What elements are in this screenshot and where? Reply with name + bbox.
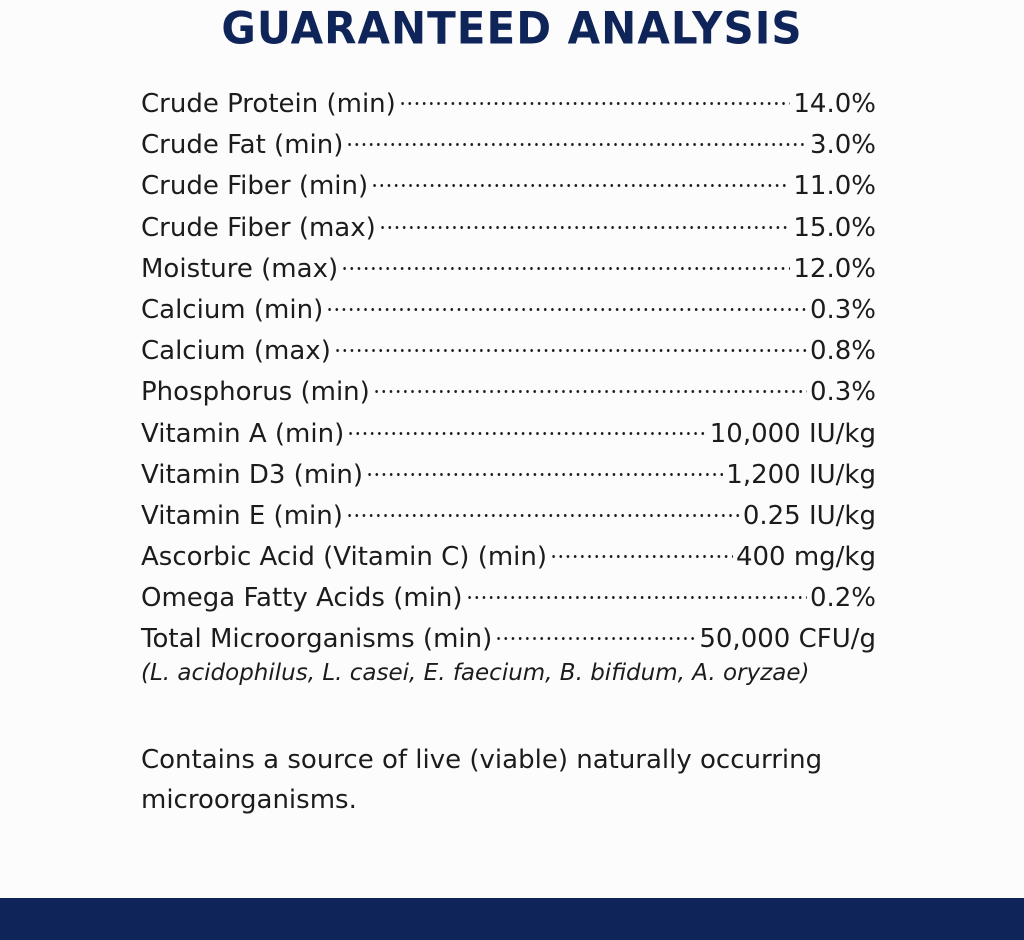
analysis-row (141, 208, 876, 249)
analysis-value: 0.3% (809, 377, 876, 408)
analysis-label: Vitamin A (min) (141, 418, 345, 449)
live-cultures-statement: Contains a source of live (viable) naturally occurring microorganisms. (141, 745, 823, 815)
analysis-value: 0.3% (809, 294, 876, 325)
analysis-label: Crude Fiber (max) (141, 212, 376, 243)
analysis-row (141, 537, 876, 578)
analysis-value: 11.0% (793, 171, 876, 202)
dot-leader (550, 555, 733, 558)
microorganisms-note: (L. acidophilus, L. casei, E. faecium, B. bifidum, A. oryzae) (141, 660, 810, 686)
analysis-row (141, 496, 876, 537)
guaranteed-analysis-table (141, 84, 876, 661)
dot-leader (466, 596, 807, 599)
analysis-value: 10,000 IU/kg (709, 418, 876, 449)
analysis-value: 1,200 IU/kg (726, 459, 876, 490)
analysis-label: Phosphorus (min) (141, 377, 370, 408)
bottom-brand-bar (0, 898, 1024, 940)
analysis-label: Crude Fiber (min) (141, 171, 369, 202)
analysis-label: Crude Protein (min) (141, 89, 396, 119)
analysis-value: 400 mg/kg (735, 542, 876, 573)
analysis-row (141, 290, 876, 331)
analysis-row (141, 578, 876, 619)
dot-leader (346, 514, 740, 517)
analysis-row (141, 166, 876, 207)
dot-leader (371, 184, 790, 187)
analysis-value: 0.2% (809, 583, 876, 614)
analysis-label: Vitamin E (min) (141, 500, 343, 531)
analysis-row (141, 455, 876, 496)
analysis-value: 50,000 CFU/g (699, 624, 876, 655)
dot-leader (326, 308, 807, 311)
analysis-label: Ascorbic Acid (Vitamin C) (min) (141, 542, 548, 573)
analysis-row (141, 619, 876, 660)
dot-leader (334, 349, 807, 352)
analysis-row (141, 249, 876, 290)
analysis-label: Crude Fat (min) (141, 130, 344, 161)
analysis-value: 0.25 IU/kg (742, 500, 876, 531)
analysis-value: 3.0% (809, 130, 876, 161)
analysis-label: Total Microorganisms (min) (141, 624, 493, 655)
dot-leader (495, 637, 696, 640)
dot-leader (346, 143, 807, 146)
analysis-label: Calcium (min) (141, 294, 324, 325)
analysis-row (141, 125, 876, 166)
dot-leader (399, 102, 791, 105)
analysis-value: 12.0% (793, 253, 876, 284)
analysis-row (141, 414, 876, 455)
dot-leader (347, 432, 707, 435)
page-title: GUARANTEED ANALYSIS (221, 2, 803, 55)
analysis-value: 0.8% (809, 336, 876, 367)
analysis-row (141, 84, 876, 125)
dot-leader (366, 473, 723, 476)
analysis-value: 14.0% (793, 89, 876, 119)
analysis-label: Moisture (max) (141, 253, 339, 284)
analysis-row (141, 372, 876, 413)
dot-leader (341, 267, 790, 270)
dot-leader (379, 226, 791, 229)
analysis-value: 15.0% (793, 212, 876, 243)
analysis-label: Calcium (max) (141, 336, 331, 367)
analysis-row (141, 331, 876, 372)
analysis-label: Omega Fatty Acids (min) (141, 583, 463, 614)
analysis-label: Vitamin D3 (min) (141, 459, 364, 490)
dot-leader (373, 390, 807, 393)
